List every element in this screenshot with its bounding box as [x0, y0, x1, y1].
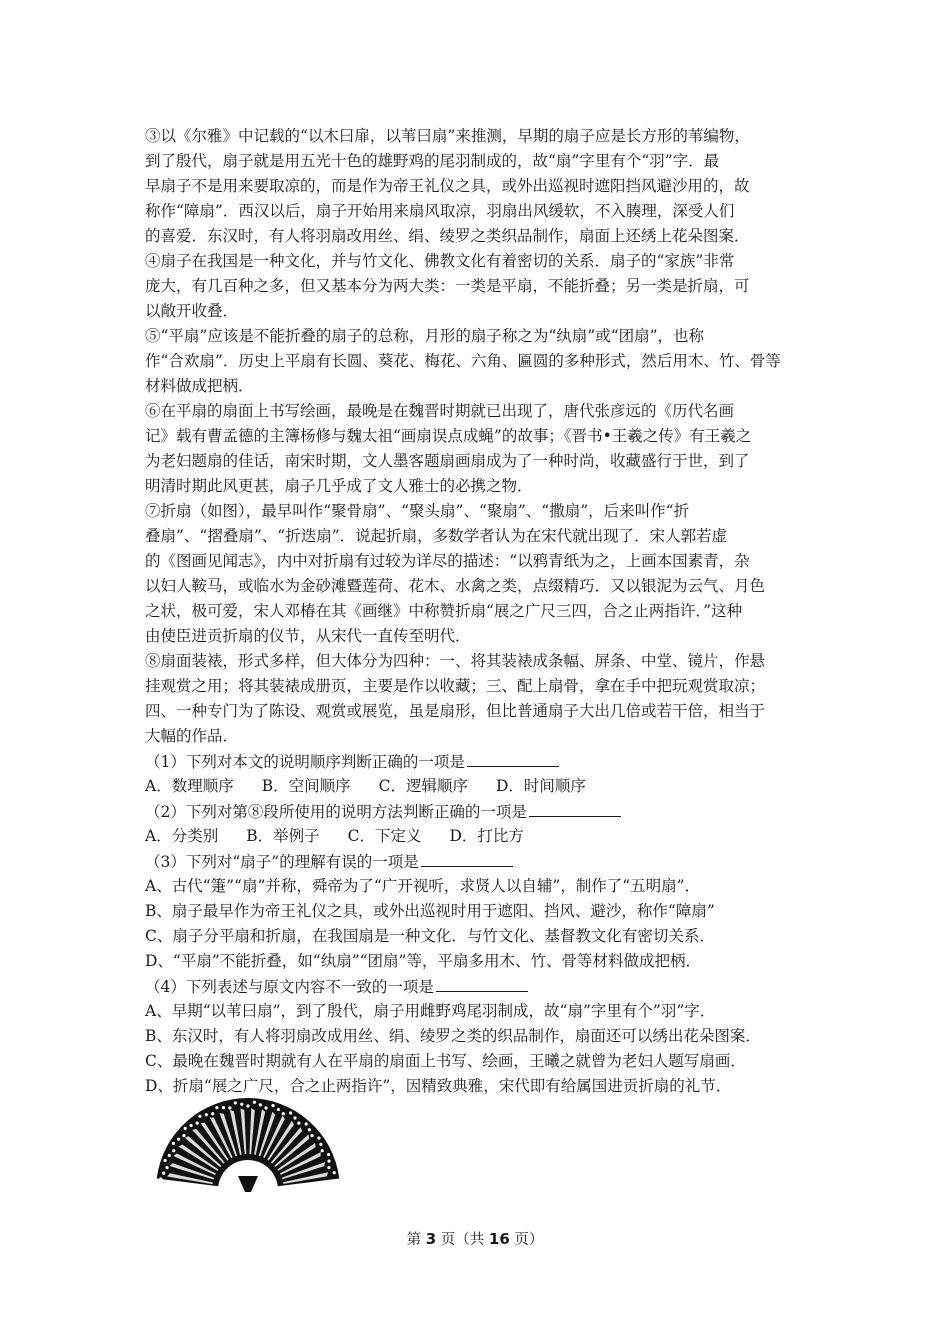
question-3 [145, 849, 815, 974]
fan-pattern [240, 1103, 243, 1106]
fan-pattern [259, 1103, 262, 1106]
fan-pattern [327, 1160, 330, 1163]
passage-line: 庞大，有几百种之多，但又基本分为两大类：一类是平扇，不能折叠；另一类是折扇，可 [145, 277, 750, 295]
passage-line: 大幅的作品． [145, 727, 239, 745]
page-footer [0, 1228, 950, 1251]
fan-pattern [205, 1113, 208, 1116]
answer-blank[interactable] [467, 749, 559, 767]
option-a[interactable]: A．分类别 [145, 827, 219, 845]
answer-blank[interactable] [529, 799, 621, 817]
option-c[interactable]: C、最晚在魏晋时期就有人在平扇的扇面上书写、绘画，王曦之就曾为老妇人题写扇画． [145, 1052, 746, 1070]
fan-pattern [234, 1101, 237, 1104]
fan-pattern [264, 1106, 267, 1109]
passage-line: 早扇子不是用来要取凉的，而是作为帝王礼仪之具，或外出巡视时遮阳挡风避沙用的，故 [145, 177, 750, 195]
passage-line: ⑦折扇（如图），最早叫作“聚骨扇”、“聚头扇”、“聚扇”、“撒扇”，后来叫作“折 [145, 502, 690, 520]
option-b[interactable]: B、扇子最早作为帝王礼仪之具，或外出巡视时用于遮阳、挡风、避沙，称作“障扇” [145, 902, 715, 920]
question-stem-text: （4）下列表述与原文内容不一致的一项是 [145, 978, 434, 996]
footer-total-pages: 16 [488, 1230, 510, 1248]
fan-pattern [282, 1112, 285, 1115]
fan-pattern [327, 1166, 330, 1169]
answer-blank[interactable] [421, 849, 513, 867]
question-stem-text: （1）下列对本文的说明顺序判断正确的一项是 [145, 753, 465, 771]
passage-line: 之状，极可爱，宋人邓椿在其《画继》中称赞折扇“展之广尺三四，合之止两指许．”这种 [145, 602, 743, 620]
passage-line: 称作“障扇”．西汉以后，扇子开始用来扇风取凉，羽扇出风缓软，不入腠理，深受人们 [145, 202, 735, 220]
fan-pattern [246, 1104, 249, 1107]
option-c[interactable]: C．逻辑顺序 [378, 777, 468, 795]
question-2 [145, 799, 815, 849]
passage-line: ⑧扇面装裱，形式多样，但大体分为四种：一、将其装裱成条幅、屏条、中堂、镜片，作悬 [145, 652, 766, 670]
fan-pattern [289, 1111, 292, 1114]
question-stem-text: （2）下列对第⑧段所使用的说明方法判断正确的一项是 [145, 803, 527, 821]
fan-pattern [297, 1122, 300, 1125]
question-stem [145, 974, 815, 999]
passage-line: 叠扇”、“摺叠扇”、“折迭扇”．说起折扇，多数学者认为在宋代就出现了．宋人郭若虚 [145, 527, 728, 545]
fan-pattern [253, 1101, 256, 1104]
option-a[interactable]: A、早期“以苇曰扇”，到了殷代，扇子用雌野鸡尾羽制成，故“扇”字里有个”羽”字． [145, 1002, 716, 1020]
passage-line: ④扇子在我国是一种文化，并与竹文化、佛教文化有着密切的关系．扇子的“家族”非常 [145, 252, 735, 270]
passage-line: 四、一种专门为了陈设、观赏或展览，虽是扇形，但比普通扇子大出几倍或若干倍，相当于 [145, 702, 766, 720]
option-c[interactable]: C、扇子分平扇和折扇，在我国扇是一种文化．与竹文化、基督教文化有密切关系． [145, 927, 715, 945]
option-b[interactable]: B．举例子 [246, 827, 320, 845]
fan-leaf [157, 1098, 340, 1186]
passage-line: 为老妇题扇的佳话，南宋时期，文人墨客题扇画扇成为了一种时尚，收藏盛行于世，到了 [145, 452, 750, 470]
fan-pattern [172, 1149, 175, 1152]
question-stem-text: （3）下列对“扇子”的理解有误的一项是 [145, 853, 419, 871]
passage-line: 材料做成把柄． [145, 377, 254, 395]
fan-pattern [319, 1143, 322, 1146]
folding-fan-icon [140, 1098, 340, 1194]
fan-pattern [182, 1134, 185, 1137]
question-stem [145, 799, 815, 824]
fan-pattern [162, 1171, 165, 1174]
fan-pattern [190, 1124, 193, 1127]
fan-pattern [308, 1128, 311, 1131]
fan-pattern [228, 1106, 231, 1109]
fan-pattern [159, 1177, 162, 1180]
fan-pattern [168, 1154, 171, 1157]
passage-line: 记》载有曹孟德的主簿杨修与魏太祖“画扇误点成蝇”的故事；《晋书•王羲之传》有王羲之 [145, 427, 752, 445]
option-d[interactable]: D、“平扇”不能折叠，如“纨扇”“团扇”等，平扇多用木、竹、骨等材料做成把柄． [145, 952, 701, 970]
passage-line: 明清时期此风更甚，扇子几乎成了文人雅士的必携之物． [145, 477, 533, 495]
fan-pattern [310, 1134, 313, 1137]
passage-line: 以敞开收叠． [145, 302, 239, 320]
fan-pattern [198, 1115, 201, 1118]
fan-pattern [317, 1136, 320, 1139]
fan-pattern [184, 1127, 187, 1130]
passage-line: 由使臣进贡折扇的仪节，从宋代一直传至明代． [145, 627, 471, 645]
fan-pattern [327, 1153, 330, 1156]
fan-pattern [165, 1166, 168, 1169]
fan-pattern [164, 1159, 167, 1162]
fan-pattern [293, 1116, 296, 1119]
option-c[interactable]: C．下定义 [347, 827, 422, 845]
fan-handle [238, 1176, 258, 1192]
option-b[interactable]: B．空间顺序 [261, 777, 351, 795]
fan-pattern [211, 1112, 214, 1115]
passage-line: 的《图画见闻志》，内中对折扇有过较为详尽的描述：“以鸦青纸为之，上画本国素青，杂 [145, 552, 750, 570]
passage [145, 124, 815, 749]
passage-line: ⑥在平扇的扇面上书写绘画，最晚是在魏晋时期就已出现了，唐代张彦远的《历代名画 [145, 402, 735, 420]
passage-line: 到了殷代，扇子就是用五光十色的雄野鸡的尾羽制成的，故“扇”字里有个“羽”字．最 [145, 152, 720, 170]
fan-pattern [271, 1104, 274, 1107]
footer-page-number: 3 [425, 1230, 437, 1248]
options-row [145, 824, 815, 849]
question-4 [145, 974, 815, 1099]
fan-pattern [222, 1106, 225, 1109]
option-b[interactable]: B、东汉时，有人将羽扇改成用丝、绢、绫罗之类的织品制作，扇面还可以绣出花朵图案． [145, 1027, 761, 1045]
fan-pattern [333, 1171, 336, 1174]
fan-pattern [196, 1122, 199, 1125]
option-d[interactable]: D．打比方 [449, 827, 524, 845]
footer-suffix: 页） [514, 1232, 544, 1248]
passage-line: ③以《尔雅》中记载的“以木曰扉，以苇曰扇”来推测，早期的扇子应是长方形的苇编物， [145, 127, 750, 145]
answer-blank[interactable] [436, 974, 528, 992]
question-stem [145, 749, 815, 774]
options-row [145, 774, 815, 799]
fan-pattern [172, 1142, 175, 1145]
question-stem [145, 849, 815, 874]
fan-pattern [177, 1138, 180, 1141]
fan-pattern [215, 1106, 218, 1109]
footer-prefix: 第 [406, 1232, 422, 1248]
passage-line: ⑤“平扇”应该是不能折叠的扇子的总称，月形的扇子称之为“纨扇”或“团扇”，也称 [145, 327, 705, 345]
question-1 [145, 749, 815, 799]
passage-line: 挂观赏之用；将其装裱成册页，主要是作以收藏；三、配上扇骨，拿在手中把玩观赏取凉； [145, 677, 766, 695]
fan-pattern [305, 1122, 308, 1125]
option-a[interactable]: A．数理顺序 [145, 777, 234, 795]
document-body [145, 124, 815, 1099]
option-a[interactable]: A、古代“箑”“扇”并称，舜帝为了“广开视听，求贤人以自辅”，制作了“五明扇”． [145, 877, 701, 895]
fan-pattern [321, 1149, 324, 1152]
option-d[interactable]: D、折扇“展之广尺，合之止两指许”，因精致典雅，宋代即有给属国进贡折扇的礼节． [145, 1077, 732, 1095]
fan-pattern [277, 1108, 280, 1111]
passage-line: 以妇人鞍马，或临水为金砂滩暨莲荷、花木、水禽之类，点缀精巧．又以银泥为云气、月色 [145, 577, 766, 595]
passage-line: 作“合欢扇”．历史上平扇有长圆、葵花、梅花、六角、匾圆的多种形式，然后用木、竹、骨等 [145, 352, 781, 370]
option-d[interactable]: D．时间顺序 [495, 777, 586, 795]
passage-line: 的喜爱．东汉时，有人将羽扇改用丝、绢、绫罗之类织品制作，扇面上还绣上花朵图案． [145, 227, 750, 245]
footer-mid: 页（共 [440, 1232, 485, 1248]
